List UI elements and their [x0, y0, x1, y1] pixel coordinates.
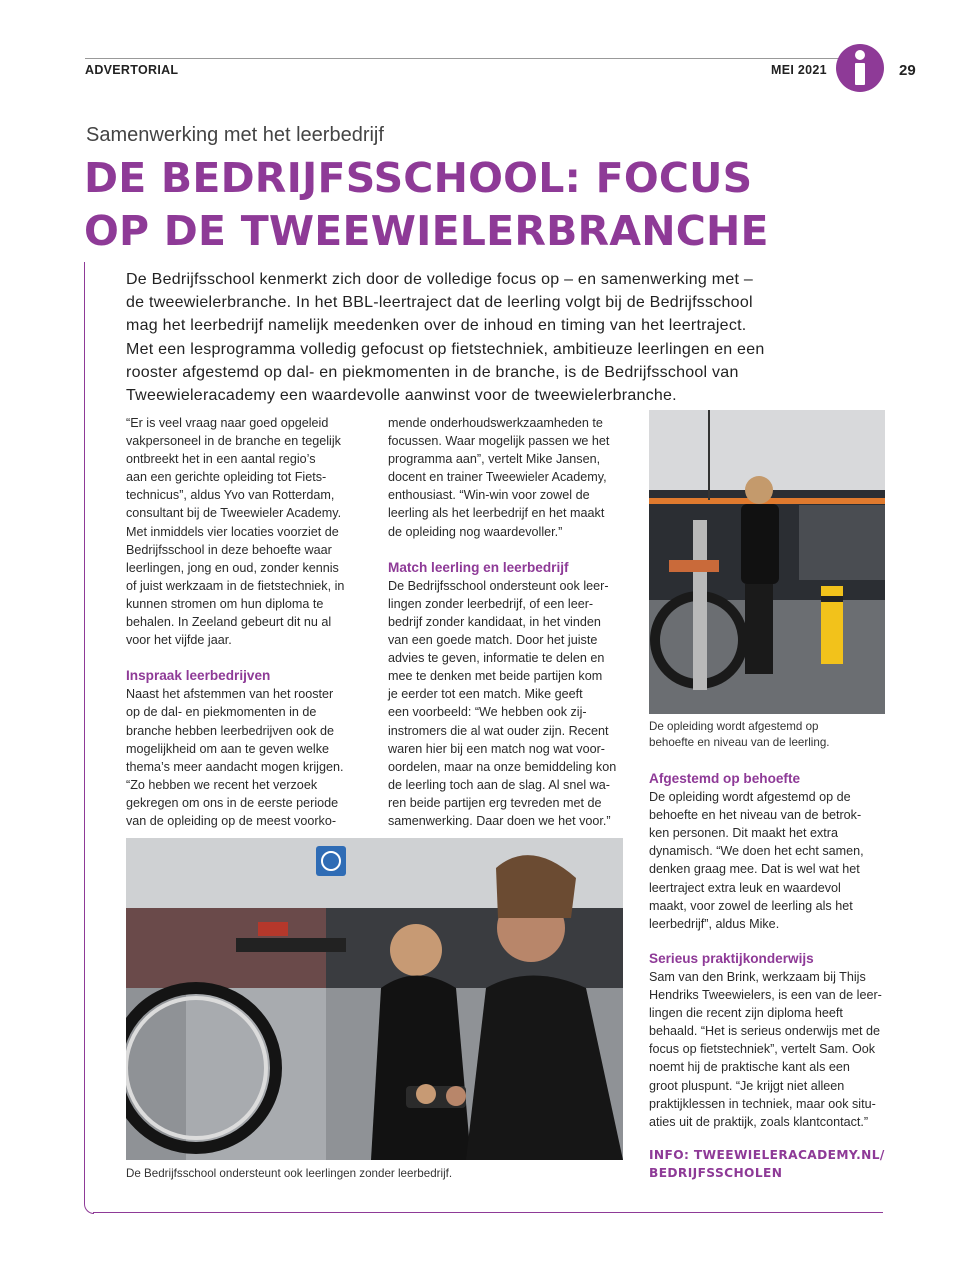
section-label: ADVERTORIAL: [85, 63, 179, 77]
lead-line: De Bedrijfsschool kenmerkt zich door de volledige focus op – en samenwerking met –: [126, 271, 754, 288]
body-line: leerlingen, jong en oud, zonder kennis: [126, 560, 339, 575]
body-line: vakpersoneel in de branche en tegelijk: [126, 434, 341, 449]
body-line: consultant bij de Tweewieler Academy.: [126, 506, 342, 521]
body-line: een voorbeeld: “We hebben ook zij-: [388, 705, 587, 720]
info-link[interactable]: [649, 1146, 885, 1182]
body-line: lingen zonder leerbedrijf, of een leer-: [388, 596, 594, 611]
body-line: instromers die al wat ouder zijn. Recent: [388, 723, 609, 738]
body-line: oordelen, maar na onze bemiddeling kon: [388, 759, 617, 774]
body-line: Sam van den Brink, werkzaam bij Thijs: [649, 969, 866, 984]
lead-line: Tweewieleracademy een waardevolle aanwinst voor de tweewielerbranche.: [126, 387, 677, 405]
body-line: samenwerking. Daar doen we het voor.”: [388, 813, 611, 828]
body-line: mogelijkheid om aan te geven welke: [126, 741, 330, 756]
body-line: advies te geven, informatie te delen en: [388, 651, 605, 666]
body-line: Met inmiddels vier locaties voorziet de: [126, 524, 339, 539]
body-line: bedrijf zonder kandidaat, in het vinden: [388, 614, 601, 629]
body-line: De opleiding wordt afgestemd op de: [649, 790, 851, 805]
body-line: technicus”, aldus Yvo van Rotterdam,: [126, 488, 335, 503]
body-line: leerbedrijf”, aldus Mike.: [649, 916, 780, 931]
caption-line: De opleiding wordt afgestemd op: [649, 720, 819, 733]
photo-teacher-and-student: [126, 838, 623, 1160]
body-line: kunnen stromen om hun diploma te: [126, 596, 324, 611]
body-line: mee te denken met beide partijen kom: [388, 669, 603, 684]
body-line: aan een gerichte opleiding tot Fiets-: [126, 470, 327, 485]
left-accent-bar: [84, 262, 94, 1214]
column-1: [126, 414, 371, 830]
body-line: noemt hij de praktische kant als een: [649, 1060, 850, 1075]
body-line: van de opleiding op de meest voorko-: [126, 813, 337, 828]
column-2: [388, 414, 628, 830]
lead-line: de tweewielerbranche. In het BBL-leertraject dat de leerling volgt bij de Bedrijfsschool: [126, 294, 753, 312]
body-line: thema’s meer aandacht mogen krijgen.: [126, 759, 344, 774]
body-line: behoefte en het niveau van de betrok-: [649, 808, 862, 823]
subheading-inspraak: Inspraak leerbedrijven: [126, 668, 271, 684]
body-line: de leerling toch aan de slag. Al snel wa-: [388, 777, 610, 792]
body-line: dynamisch. “We doen het echt samen,: [649, 844, 864, 859]
subheading-afgestemd: Afgestemd op behoefte: [649, 771, 801, 786]
body-line: Naast het afstemmen van het rooster: [126, 687, 334, 702]
body-line: aties uit de praktijk, zoals klantcontact.”: [649, 1114, 869, 1129]
body-line: op de dal- en piekmomenten in de: [126, 705, 317, 720]
headline-line-1: DE BEDRIJFSSCHOOL: FOCUS: [84, 154, 753, 202]
body-line: leertraject extra leuk en waardevol: [649, 880, 841, 895]
body-line: van een goede match. Door het juiste: [388, 633, 598, 648]
body-line: maakt, voor zowel de leerling als het: [649, 898, 853, 913]
headline-line-2: OP DE TWEEWIELERBRANCHE: [84, 207, 769, 255]
body-line: leerling als het leerbedrijf en het maakt: [388, 506, 605, 521]
lead-paragraph: [126, 268, 886, 407]
body-line: lingen die recent zijn diploma heeft: [649, 1006, 843, 1021]
body-line: behalen. In Zeeland gebeurt dit nu al: [126, 615, 332, 630]
column-3: [649, 770, 885, 1131]
subheading-serieus: Serieus praktijkonderwijs: [649, 950, 814, 966]
header-rule: [85, 58, 881, 59]
body-line: behaald. “Het is serieus onderwijs met de: [649, 1024, 880, 1039]
body-line: gekregen om ons in de eerste periode: [126, 795, 339, 810]
body-line: branche hebben leerbedrijven ook de: [126, 723, 334, 738]
body-line: praktijklessen in techniek, maar ook situ-: [649, 1096, 876, 1111]
photo-1-caption: [649, 719, 885, 751]
info-icon: [836, 44, 884, 92]
body-line: Bedrijfsschool in deze behoefte waar: [126, 542, 332, 557]
body-line: denken graag mee. Dat is wel wat het: [649, 862, 860, 877]
body-line: Hendriks Tweewielers, is een van de leer-: [649, 988, 882, 1003]
body-line: groot pluspunt. “Je krijgt niet alleen: [649, 1078, 845, 1093]
bottom-accent-rule: [93, 1212, 883, 1213]
body-line: ken personen. Dit maakt het extra: [649, 826, 839, 841]
body-line: je eerder tot een match. Mike geeft: [388, 687, 583, 702]
body-line: “Er is veel vraag naar goed opgeleid: [126, 416, 329, 430]
issue-date: MEI 2021: [771, 63, 827, 77]
body-line: ren beide partijen erg tevreden met de: [388, 795, 602, 810]
page-number: 29: [899, 62, 916, 79]
subheading-match: Match leerling en leerbedrijf: [388, 559, 569, 575]
body-line: de opleiding nog waardevoller.”: [388, 524, 563, 539]
photo-student-repairing-bike: [649, 410, 885, 714]
body-line: programma aan”, vertelt Mike Jansen,: [388, 452, 601, 467]
lead-line: mag het leerbedrijf namelijk meedenken over de inhoud en timing van het leertraject.: [126, 317, 747, 335]
body-line: “Zo hebben we recent het verzoek: [126, 777, 318, 792]
caption-line: behoefte en niveau van de leerling.: [649, 736, 830, 749]
lead-line: rooster afgestemd op dal- en piekmomenten in de branche, is de Bedrijfsschool van: [126, 363, 739, 381]
body-line: waren hier bij een match nog wat voor-: [388, 741, 606, 756]
kicker: Samenwerking met het leerbedrijf: [86, 124, 384, 146]
body-line: ontbreekt het in een aantal regio’s: [126, 452, 316, 467]
body-line: focus op fietstechniek”, vertelt Sam. Ook: [649, 1042, 876, 1057]
info-line: BEDRIJFSSCHOLEN: [649, 1166, 783, 1180]
photo-2-caption: De Bedrijfsschool ondersteunt ook leerlingen zonder leerbedrijf.: [126, 1167, 453, 1180]
body-line: docent en trainer Tweewieler Academy,: [388, 470, 607, 485]
body-line: enthousiast. “Win-win voor zowel de: [388, 488, 590, 503]
body-line: focussen. Waar mogelijk passen we het: [388, 434, 610, 449]
body-line: of juist werkzaam in de fietstechniek, in: [126, 578, 345, 593]
body-line: mende onderhoudswerkzaamheden te: [388, 416, 603, 430]
body-line: De Bedrijfsschool ondersteunt ook leer-: [388, 578, 609, 593]
info-line: INFO: TWEEWIELERACADEMY.NL/: [649, 1148, 885, 1162]
body-line: voor het vijfde jaar.: [126, 633, 232, 648]
lead-line: Met een lesprogramma volledig gefocust op fietstechniek, ambitieuze leerlingen en een: [126, 340, 765, 358]
